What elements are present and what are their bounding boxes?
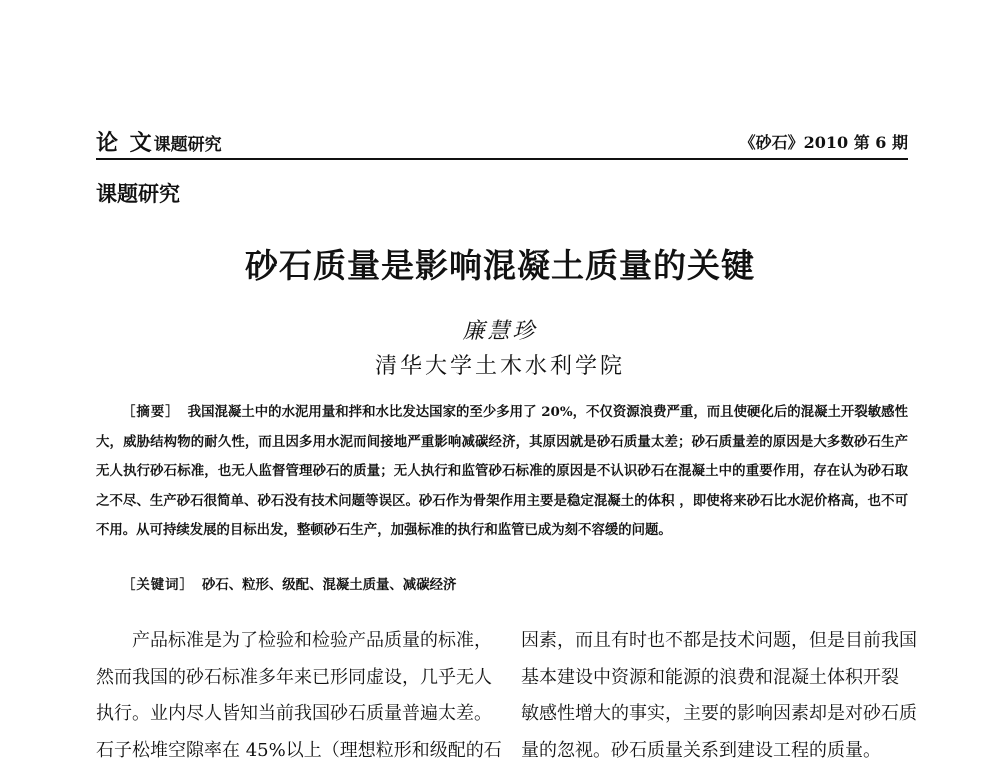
body-column-right [521,623,909,769]
abstract-text: 我国混凝土中的水泥用量和拌和水比发达国家的至少多用了 20%，不仅资源浪费严重，而且使硬化后的混凝土开裂敏感性大，威胁结构物的耐久性，而且因多用水泥而间接地严重影响减碳经济，其原因就是砂石质量太差；砂石质量差的原因是大多数砂石生产无人执行砂石标准，也无人监督管理砂石的质量；无人执行和监管砂石标准的原因是不认识砂石在混凝土中的重要作用，存在认为砂石取之不尽、生产砂石很简单、砂石没有技术问题等误区。砂石作为骨架作用主要是稳定混凝土的体积 ，即使将来砂石比水泥价格高，也不可不用。从可持续发展的目标出发，整顿砂石生产，加强标准的执行和监管已成为刻不容缓的问题。 [96,404,908,538]
body-line: 石子松堆空隙率在 45%以上（理想粒形和级配的石 [96,733,484,769]
running-head-column-label: 论 文 [96,130,154,156]
author-affiliation: 清华大学土木水利学院 [0,349,1000,380]
header-rule [96,158,908,160]
running-head [96,122,908,156]
abstract [96,398,908,546]
abstract-tag: ［摘要］ [122,404,180,420]
author-name: 廉慧珍 [0,314,1000,345]
running-head-left [96,126,222,157]
paper-title: 砂石质量是影响混凝土质量的关键 [0,240,1000,287]
keywords-text: 砂石、粒形、级配、混凝土质量、减碳经济 [202,577,456,593]
running-head-section: 课题研究 [154,135,222,155]
keywords [122,574,456,593]
body-line: 基本建设中资源和能源的浪费和混凝土体积开裂 [521,660,909,697]
body-line: 产品标准是为了检验和检验产品质量的标准， [96,623,484,660]
section-label: 课题研究 [96,178,180,208]
body-line: 因素，而且有时也不都是技术问题，但是目前我国 [521,623,909,660]
keywords-tag: ［关键词］ [122,577,194,593]
body-column-left [96,623,484,769]
body-line: 敏感性增大的事实，主要的影响因素却是对砂石质 [521,696,909,733]
body-line: 量的忽视。砂石质量关系到建设工程的质量。 [521,733,909,769]
body-line: 然而我国的砂石标准多年来已形同虚设，几乎无人 [96,660,484,697]
journal-issue: 《砂石》2010 第 6 期 [740,130,908,153]
body-line: 执行。业内尽人皆知当前我国砂石质量普遍太差。 [96,696,484,733]
